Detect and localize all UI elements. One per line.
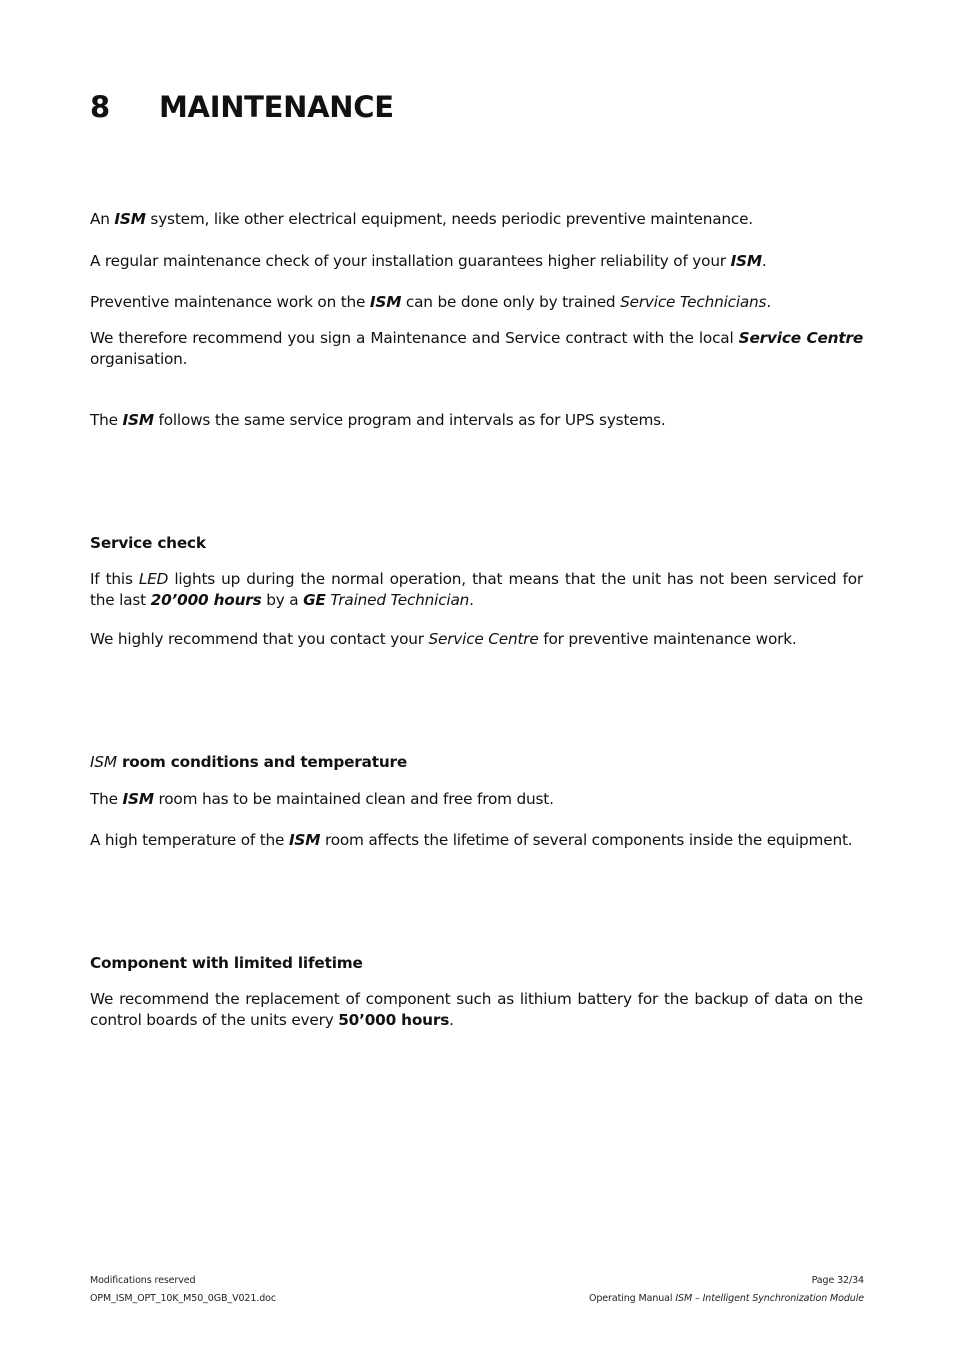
text-run: follows the same service program and intervals as for UPS systems.	[153, 411, 666, 429]
led-term: LED	[138, 570, 169, 588]
service-check-heading: Service check	[90, 534, 206, 552]
text-run: by a	[261, 591, 304, 609]
text-run: .	[761, 252, 767, 270]
room-paragraph-1	[90, 789, 863, 810]
ism-term: ISM	[675, 1293, 693, 1304]
text-run: organisation.	[90, 350, 188, 368]
service-centre-term: Service Centre	[738, 329, 863, 347]
intro-paragraph-3	[90, 292, 863, 313]
text-run: Preventive maintenance work on the	[90, 293, 370, 311]
text-run: If this	[90, 570, 139, 588]
footer-left	[90, 1274, 276, 1305]
intro-paragraph-4	[90, 328, 863, 370]
text-run: We recommend the replacement of component such as lithium battery for the backup of data on the control boards of the units every	[90, 990, 863, 1029]
service-centre-term: Service Centre	[428, 630, 539, 648]
ge-term: GE	[303, 591, 326, 609]
text-run: room conditions and temperature	[116, 753, 408, 771]
text-run: A regular maintenance check of your installation guarantees higher reliability of your	[90, 252, 731, 270]
footer-page-number: Page 32/34	[811, 1275, 864, 1286]
ism-term: ISM	[122, 790, 154, 808]
room-paragraph-2	[90, 830, 863, 851]
service-check-paragraph-2	[90, 629, 863, 650]
text-run: .	[469, 591, 474, 609]
footer-manual-title	[589, 1292, 864, 1305]
text-run: lights up during the normal operation, that means that the unit has not been serviced for the last	[90, 570, 863, 609]
text-run: can be done only by trained	[401, 293, 621, 311]
room-conditions-heading	[90, 753, 407, 771]
text-run: .	[766, 293, 771, 311]
service-technicians-term: Service Technicians	[620, 293, 767, 311]
component-lifetime-heading: Component with limited lifetime	[90, 954, 363, 972]
hours-value: 50’000 hours	[338, 1011, 450, 1029]
trained-technician-term: Trained Technician	[330, 591, 470, 609]
component-paragraph	[90, 989, 863, 1031]
ism-term: ISM	[122, 411, 154, 429]
ism-term: ISM	[114, 210, 146, 228]
text-run: system, like other electrical equipment, needs periodic preventive maintenance.	[145, 210, 753, 228]
ism-term: ISM	[730, 252, 762, 270]
chapter-title	[90, 90, 394, 124]
footer-right	[589, 1274, 864, 1305]
footer-filename: OPM_ISM_OPT_10K_M50_0GB_V021.doc	[90, 1293, 276, 1304]
text-run: room affects the lifetime of several components inside the equipment.	[320, 831, 853, 849]
text-run: An	[90, 210, 115, 228]
text-run: We highly recommend that you contact your	[90, 630, 429, 648]
intro-paragraph-2	[90, 251, 863, 272]
chapter-title-text: MAINTENANCE	[159, 90, 394, 124]
text-run: The	[90, 790, 123, 808]
text-run: – Intelligent Synchronization Module	[692, 1293, 864, 1304]
text-run: The	[90, 411, 123, 429]
intro-paragraph-5	[90, 410, 863, 431]
chapter-number: 8	[90, 90, 110, 124]
intro-paragraph-1	[90, 209, 863, 230]
text-run: for preventive maintenance work.	[538, 630, 797, 648]
text-run: .	[449, 1011, 454, 1029]
text-run: A high temperature of the	[90, 831, 289, 849]
text-run: room has to be maintained clean and free from dust.	[153, 790, 554, 808]
ism-term: ISM	[288, 831, 321, 849]
text-run: We therefore recommend you sign a Maintenance and Service contract with the local	[90, 329, 739, 347]
text-run: Operating Manual	[588, 1293, 676, 1304]
ism-term: ISM	[369, 293, 402, 311]
ism-term: ISM	[90, 753, 117, 771]
service-check-paragraph-1	[90, 569, 863, 611]
footer-modifications: Modifications reserved	[90, 1275, 196, 1286]
hours-value: 20’000 hours	[150, 591, 262, 609]
